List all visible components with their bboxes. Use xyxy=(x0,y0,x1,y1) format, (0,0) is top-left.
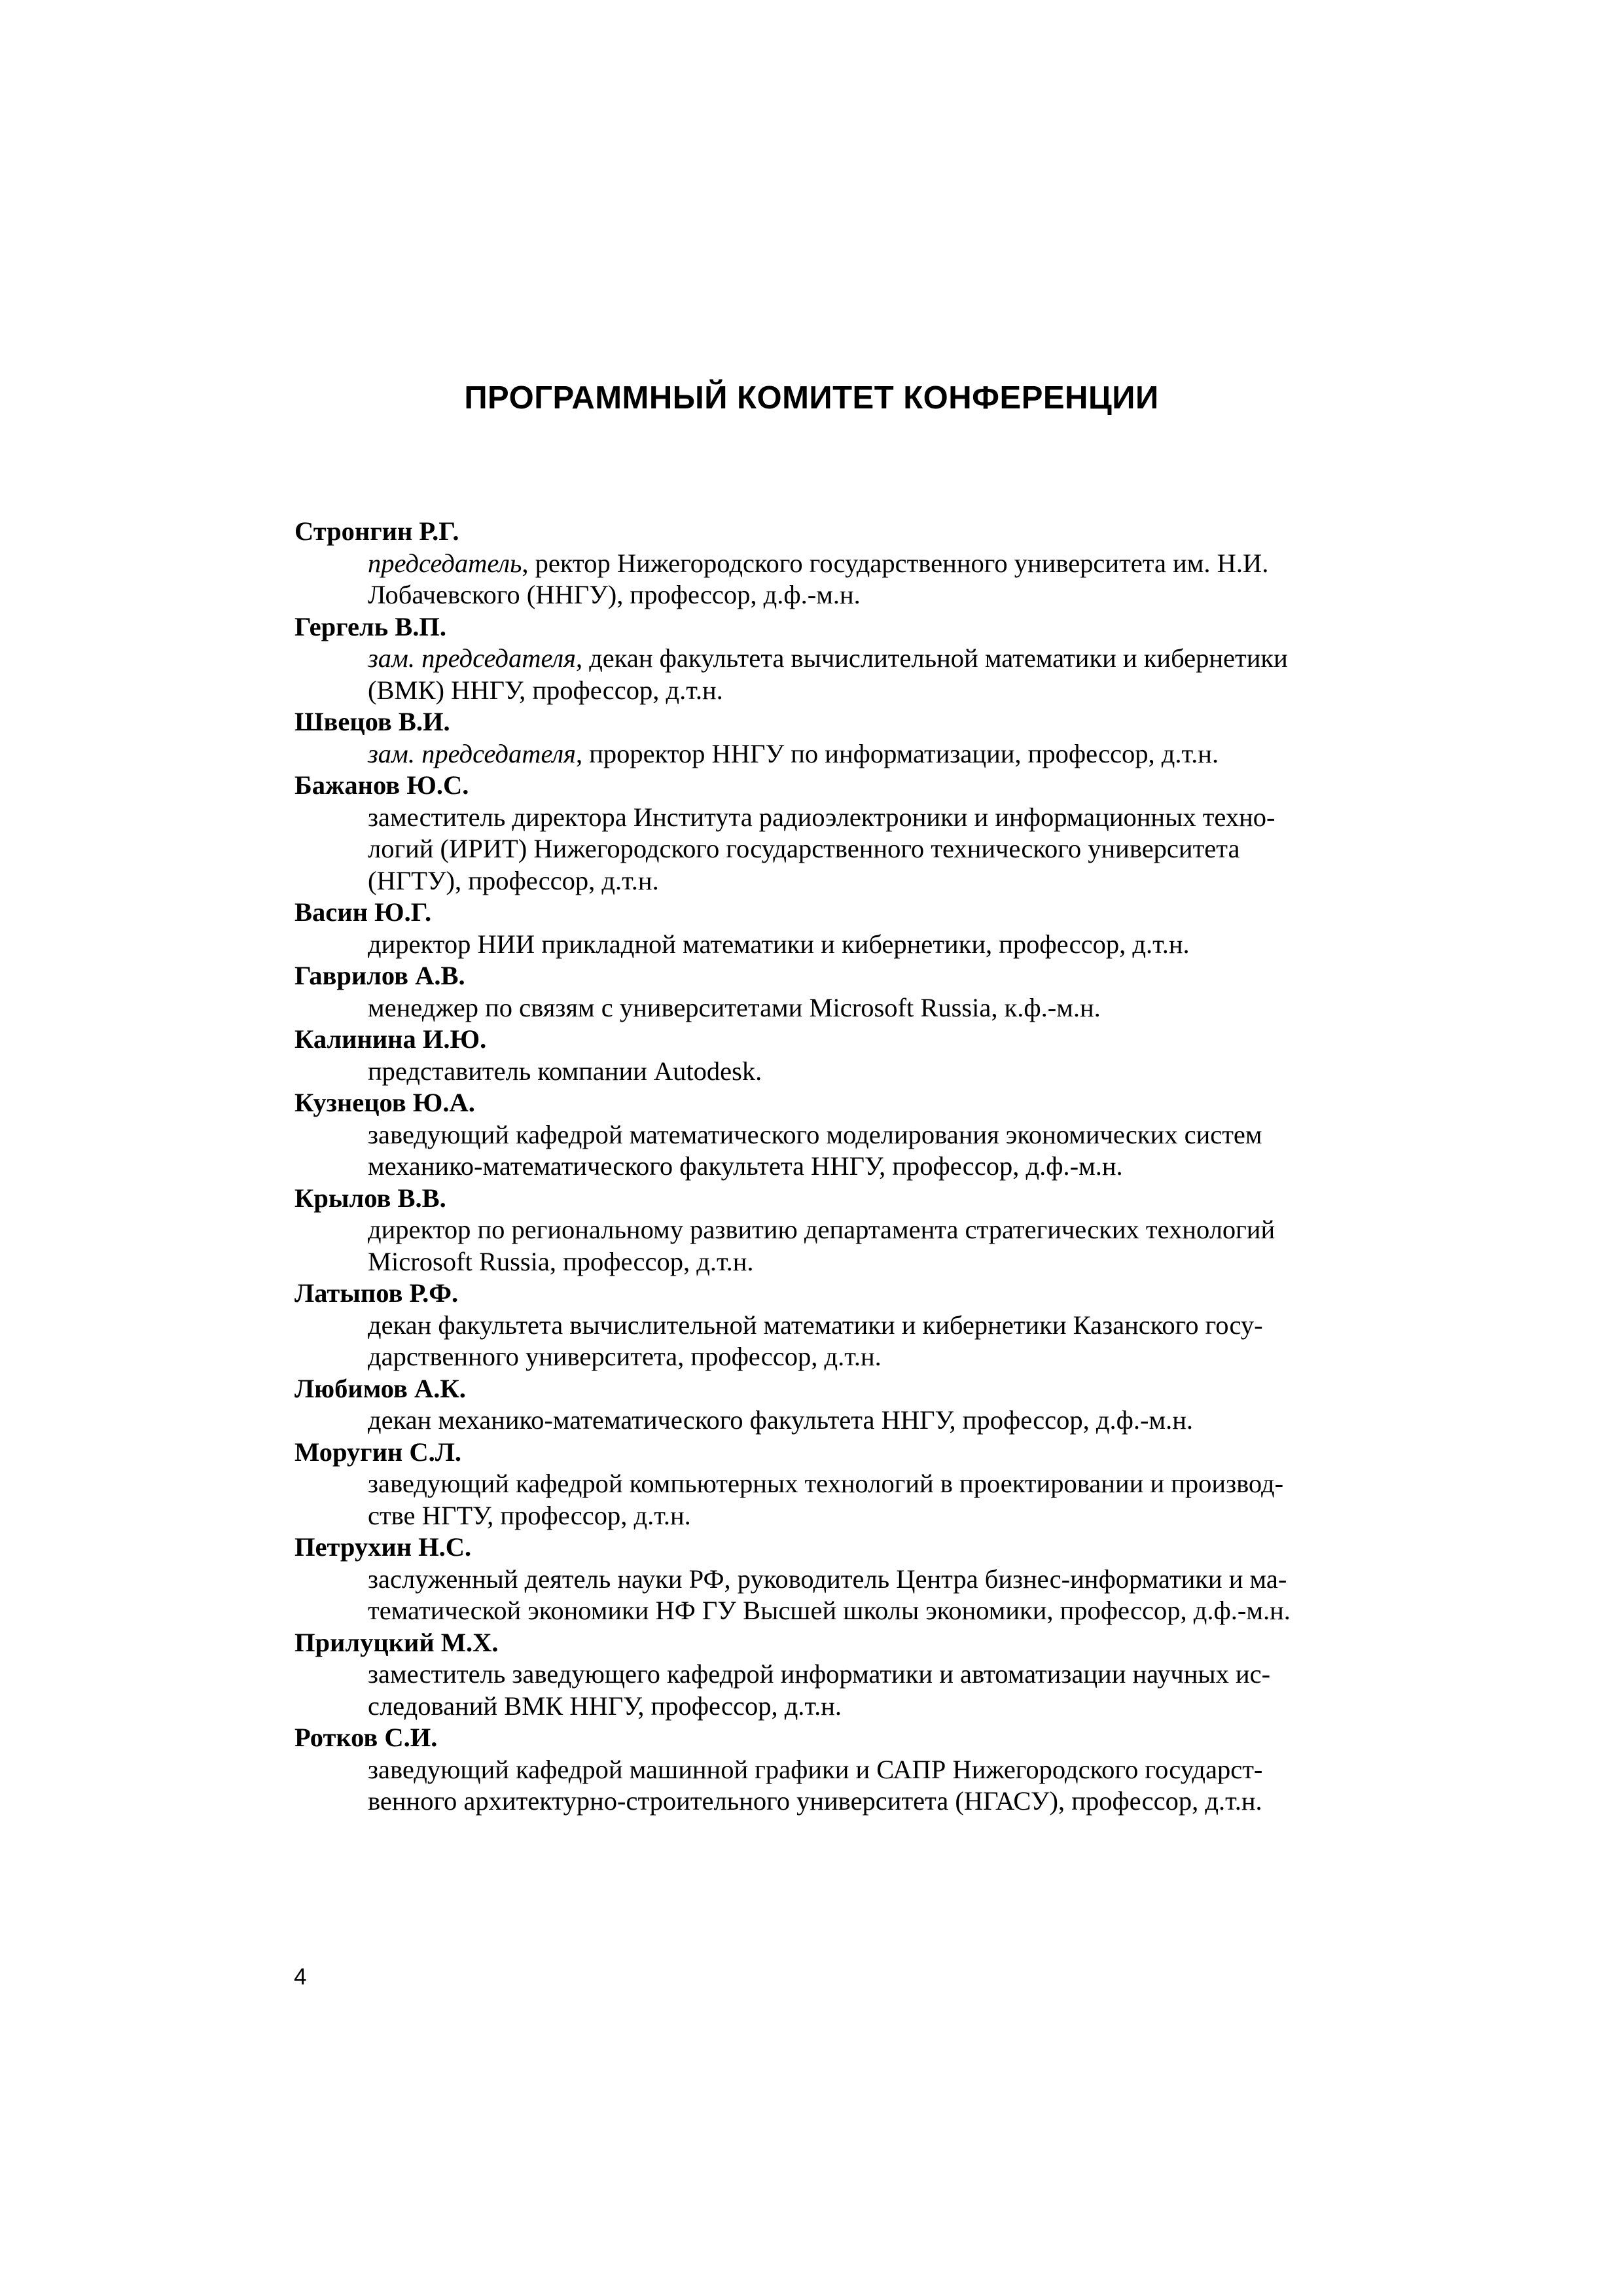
member-name: Калинина И.Ю. xyxy=(294,1024,487,1054)
committee-list xyxy=(294,516,1342,1818)
member-name: Кузнецов Ю.А. xyxy=(294,1088,475,1117)
member-role: зам. председателя xyxy=(368,643,576,673)
committee-member xyxy=(294,611,1342,707)
member-role: зам. председателя xyxy=(368,738,576,768)
member-name: Латыпов Р.Ф. xyxy=(294,1278,459,1308)
member-description xyxy=(294,643,1342,706)
member-name: Гергель В.П. xyxy=(294,611,447,641)
member-name: Гаврилов А.В. xyxy=(294,961,465,990)
committee-member xyxy=(294,1024,1342,1087)
member-description xyxy=(294,992,1342,1024)
member-details: заведующий кафедрой математического моделирования экономических систем механико-математического факультета ННГУ, профессор, д.ф.-м.н. xyxy=(368,1119,1262,1181)
member-details: , декан факультета вычислительной математики и кибернетики (ВМК) ННГУ, профессор, д.т.н. xyxy=(368,643,1288,705)
member-details: декан факультета вычислительной математики и кибернетики Казанского госу- дарственного университета, профессор, д.т.н. xyxy=(368,1310,1263,1371)
member-details: заслуженный деятель науки РФ, руководитель Центра бизнес-информатики и ма- тематической экономики НФ ГУ Высшей школы экономики, профессор, д.ф.-м.н. xyxy=(368,1564,1291,1625)
committee-member xyxy=(294,1437,1342,1532)
member-name: Крылов В.В. xyxy=(294,1183,446,1213)
member-name: Моругин С.Л. xyxy=(294,1437,462,1467)
committee-member xyxy=(294,1087,1342,1183)
member-description xyxy=(294,1659,1342,1722)
committee-member xyxy=(294,1627,1342,1723)
member-name: Бажанов Ю.С. xyxy=(294,770,469,800)
member-name: Петрухин Н.С. xyxy=(294,1532,472,1562)
member-name: Ротков С.И. xyxy=(294,1723,438,1752)
committee-member xyxy=(294,516,1342,611)
member-description xyxy=(294,738,1342,770)
member-description xyxy=(294,548,1342,611)
member-details: представитель компании Autodesk. xyxy=(368,1056,762,1086)
member-details: директор по региональному развитию департамента стратегических технологий Microsoft Russia, профессор, д.т.н. xyxy=(368,1215,1275,1276)
member-description xyxy=(294,929,1342,961)
member-description xyxy=(294,1468,1342,1532)
committee-member xyxy=(294,1373,1342,1437)
member-description xyxy=(294,802,1342,897)
member-details: заместитель директора Института радиоэлектроники и информационных техно- логий (ИРИТ) Нижегородского государственного технического университета (НГТУ), профессор, д.т.н. xyxy=(368,802,1275,895)
committee-member xyxy=(294,1183,1342,1278)
committee-member xyxy=(294,1278,1342,1373)
committee-member xyxy=(294,770,1342,897)
member-description xyxy=(294,1214,1342,1278)
committee-member xyxy=(294,897,1342,960)
member-role: председатель xyxy=(368,548,522,578)
member-name: Прилуцкий М.Х. xyxy=(294,1627,499,1657)
member-details: , проректор ННГУ по информатизации, профессор, д.т.н. xyxy=(575,738,1219,768)
member-description xyxy=(294,1119,1342,1183)
committee-member xyxy=(294,960,1342,1024)
page-title: ПРОГРАММНЫЙ КОМИТЕТ КОНФЕРЕНЦИИ xyxy=(464,380,1159,416)
member-details: менеджер по связям с университетами Microsoft Russia, к.ф.-м.н. xyxy=(368,992,1101,1022)
member-description xyxy=(294,1754,1342,1818)
committee-member xyxy=(294,706,1342,770)
member-description xyxy=(294,1405,1342,1437)
committee-member xyxy=(294,1722,1342,1818)
member-description xyxy=(294,1310,1342,1373)
member-name: Любимов А.К. xyxy=(294,1373,466,1403)
member-name: Васин Ю.Г. xyxy=(294,897,432,927)
member-description xyxy=(294,1056,1342,1088)
member-details: заведующий кафедрой компьютерных технологий в проектировании и производ- стве НГТУ, профессор, д.т.н. xyxy=(368,1469,1284,1530)
member-details: , ректор Нижегородского государственного университета им. Н.И. Лобачевского (ННГУ), профессор, д.ф.-м.н. xyxy=(368,548,1269,609)
member-name: Швецов В.И. xyxy=(294,707,450,736)
member-details: заместитель заведующего кафедрой информатики и автоматизации научных ис- следований ВМК ННГУ, профессор, д.т.н. xyxy=(368,1659,1271,1721)
member-details: директор НИИ прикладной математики и кибернетики, профессор, д.т.н. xyxy=(368,929,1190,959)
committee-member xyxy=(294,1532,1342,1627)
member-details: декан механико-математического факультета ННГУ, профессор, д.ф.-м.н. xyxy=(368,1405,1194,1435)
member-name: Стронгин Р.Г. xyxy=(294,516,459,546)
member-description xyxy=(294,1564,1342,1627)
member-details: заведующий кафедрой машинной графики и САПР Нижегородского государст- венного архитектурно-строительного университета (НГАСУ), профессор, д.т.н. xyxy=(368,1754,1263,1816)
page-number: 4 xyxy=(294,1964,307,1990)
